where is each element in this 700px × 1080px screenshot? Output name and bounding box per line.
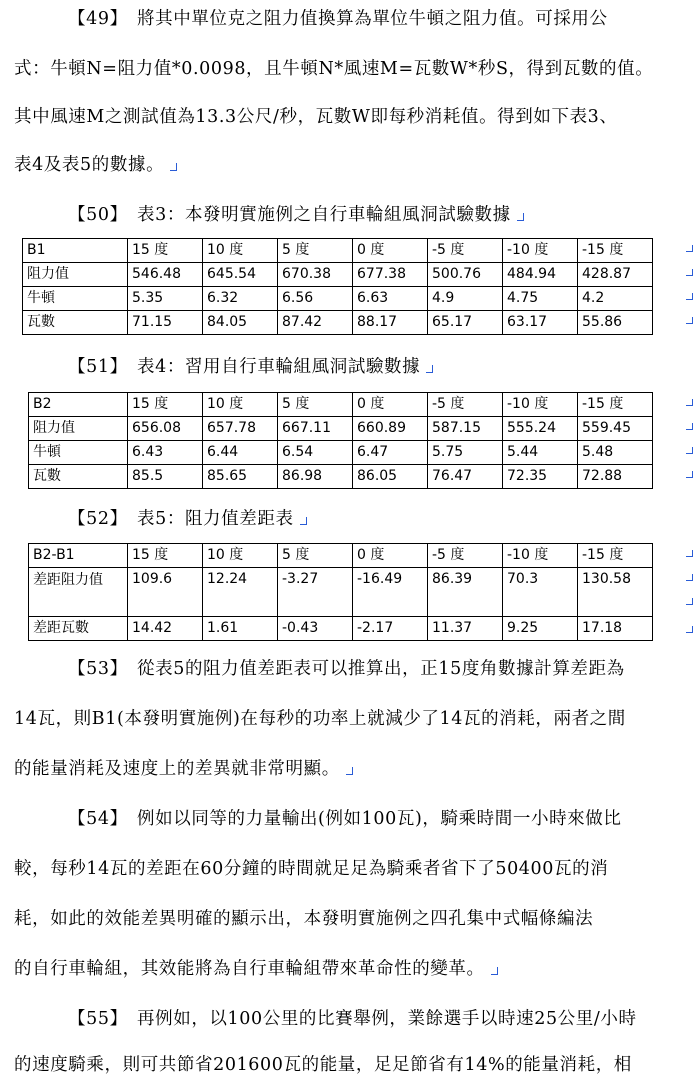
table-row [29, 617, 653, 641]
table-cell: 4.2 [578, 287, 653, 311]
row-mark-icon [686, 293, 693, 300]
p49-line-1: 【49】 將其中單位克之阻力值換算為單位牛頓之阻力值。可採用公 [68, 9, 608, 29]
table-cell: 86.05 [353, 465, 428, 489]
p54-line-1: 【54】 例如以同等的力量輸出(例如100瓦)，騎乘時間一小時來做比 [68, 809, 622, 829]
table-cell: 牛頓 [29, 441, 128, 465]
row-mark-icon [686, 574, 693, 581]
table-row [29, 393, 653, 417]
table-cell: 484.94 [503, 263, 578, 287]
table-cell: 109.6 [128, 568, 203, 617]
table-cell: 55.86 [578, 311, 653, 335]
p49-line-4-text: 表4及表5的數據。 [14, 155, 165, 175]
table3-caption [68, 203, 524, 227]
table-cell: 5 度 [278, 239, 353, 263]
table-cell: 6.54 [278, 441, 353, 465]
table-cell: 阻力值 [29, 417, 128, 441]
table-cell: -15 度 [578, 239, 653, 263]
p54-line-3: 耗，如此的效能差異明確的顯示出，本發明實施例之四孔集中式幅條編法 [14, 909, 594, 929]
table-cell: 85.65 [203, 465, 278, 489]
table-cell: -5 度 [428, 393, 503, 417]
table-cell: -16.49 [353, 568, 428, 617]
table-cell: 86.98 [278, 465, 353, 489]
table-cell: 10 度 [203, 239, 278, 263]
table-cell: B2 [29, 393, 128, 417]
paragraph-mark-icon [491, 967, 498, 975]
table-row [29, 417, 653, 441]
table4-caption-text: 【51】 表4：習用自行車輪組風洞試驗數據 [68, 357, 421, 377]
table-cell: 6.47 [353, 441, 428, 465]
p53-line-3 [14, 757, 700, 781]
table-row [29, 441, 653, 465]
table-cell: 65.17 [428, 311, 503, 335]
table-cell: -15 度 [578, 544, 653, 568]
table-cell: 645.54 [203, 263, 278, 287]
row-mark-icon [686, 423, 693, 430]
table-cell: 4.75 [503, 287, 578, 311]
table-cell: 677.38 [353, 263, 428, 287]
row-mark-icon [686, 317, 693, 324]
paragraph-mark-icon [517, 213, 524, 221]
table-row [23, 287, 653, 311]
table-row [23, 239, 653, 263]
table-cell: -5 度 [428, 544, 503, 568]
p54-line-4 [14, 957, 700, 981]
table-cell: 70.3 [503, 568, 578, 617]
p55-line-1: 【55】 再例如，以100公里的比賽舉例，業餘選手以時速25公里/小時 [68, 1009, 637, 1029]
table-cell: 15 度 [128, 393, 203, 417]
table-cell: 10 度 [203, 393, 278, 417]
table-4 [28, 392, 653, 489]
table-cell: 86.39 [428, 568, 503, 617]
table-cell: 差距瓦數 [29, 617, 128, 641]
table-cell: B1 [23, 239, 128, 263]
table-cell: 0 度 [353, 393, 428, 417]
row-mark-icon [686, 447, 693, 454]
table-cell: 546.48 [128, 263, 203, 287]
table-cell: 6.63 [353, 287, 428, 311]
table-cell: 72.88 [578, 465, 653, 489]
table-row [29, 568, 653, 617]
table-5 [28, 543, 653, 641]
table-row [29, 544, 653, 568]
p54-line-2: 較，每秒14瓦的差距在60分鐘的時間就足足為騎乘者省下了50400瓦的消 [14, 859, 609, 879]
table-cell: 15 度 [128, 239, 203, 263]
table-cell: 559.45 [578, 417, 653, 441]
table-cell: 660.89 [353, 417, 428, 441]
paragraph-mark-icon [300, 517, 307, 525]
table-cell: 6.56 [278, 287, 353, 311]
table-cell: 17.18 [578, 617, 653, 641]
table-cell: 14.42 [128, 617, 203, 641]
table-cell: 11.37 [428, 617, 503, 641]
table-cell: -10 度 [503, 544, 578, 568]
table4-caption [68, 355, 433, 379]
table-cell: 瓦數 [23, 311, 128, 335]
table-cell: 瓦數 [29, 465, 128, 489]
table-cell: 阻力值 [23, 263, 128, 287]
table-cell: 1.61 [203, 617, 278, 641]
table-cell: 6.32 [203, 287, 278, 311]
table-cell: 84.05 [203, 311, 278, 335]
table-cell: -2.17 [353, 617, 428, 641]
p49-line-3: 其中風速M之測試值為13.3公尺/秒，瓦數W即每秒消耗值。得到如下表3、 [14, 107, 618, 127]
table-cell: 6.44 [203, 441, 278, 465]
table-row [23, 263, 653, 287]
table-cell: 5.48 [578, 441, 653, 465]
table-cell: 667.11 [278, 417, 353, 441]
table5-caption-text: 【52】 表5：阻力值差距表 [68, 509, 294, 529]
table-cell: 87.42 [278, 311, 353, 335]
table-row [29, 465, 653, 489]
row-mark-icon [686, 550, 693, 557]
table5-caption [68, 507, 307, 531]
p55-line-2: 的速度騎乘，則可共節省201600瓦的能量，足足節省有14%的能量消耗，相 [14, 1055, 632, 1075]
table-cell: 5.44 [503, 441, 578, 465]
table-cell: 5.75 [428, 441, 503, 465]
p54-line-4-text: 的自行車輪組，其效能將為自行車輪組帶來革命性的變革。 [14, 959, 485, 979]
table-cell: 10 度 [203, 544, 278, 568]
table-cell: 0 度 [353, 544, 428, 568]
row-mark-icon [686, 471, 693, 478]
table-row [23, 311, 653, 335]
table-cell: 71.15 [128, 311, 203, 335]
table-cell: -0.43 [278, 617, 353, 641]
table-3 [22, 238, 653, 335]
table-cell: 15 度 [128, 544, 203, 568]
table-cell: 差距阻力值 [29, 568, 128, 617]
table-cell: 88.17 [353, 311, 428, 335]
paragraph-mark-icon [346, 767, 353, 775]
table-cell: 5 度 [278, 544, 353, 568]
table-cell: 5 度 [278, 393, 353, 417]
table-cell: 85.5 [128, 465, 203, 489]
table-cell: 72.35 [503, 465, 578, 489]
table-cell: -5 度 [428, 239, 503, 263]
row-mark-icon [686, 598, 693, 605]
table-cell: 656.08 [128, 417, 203, 441]
table-cell: 130.58 [578, 568, 653, 617]
table-cell: 63.17 [503, 311, 578, 335]
table-cell: 500.76 [428, 263, 503, 287]
table-cell: 428.87 [578, 263, 653, 287]
table-cell: 555.24 [503, 417, 578, 441]
table-cell: 0 度 [353, 239, 428, 263]
table-cell: -3.27 [278, 568, 353, 617]
table-cell: -15 度 [578, 393, 653, 417]
table-cell: B2-B1 [29, 544, 128, 568]
table-cell: 12.24 [203, 568, 278, 617]
row-mark-icon [686, 245, 693, 252]
table-cell: 587.15 [428, 417, 503, 441]
table-cell: 670.38 [278, 263, 353, 287]
table-cell: 6.43 [128, 441, 203, 465]
p49-line-4 [14, 153, 700, 177]
table-cell: 9.25 [503, 617, 578, 641]
table-cell: -10 度 [503, 393, 578, 417]
p53-line-1: 【53】 從表5的阻力值差距表可以推算出，正15度角數據計算差距為 [68, 659, 625, 679]
row-mark-icon [686, 399, 693, 406]
table-cell: 4.9 [428, 287, 503, 311]
table-cell: 76.47 [428, 465, 503, 489]
p53-line-3-text: 的能量消耗及速度上的差異就非常明顯。 [14, 759, 340, 779]
table-cell: 5.35 [128, 287, 203, 311]
table3-caption-text: 【50】 表3：本發明實施例之自行車輪組風洞試驗數據 [68, 205, 511, 225]
row-mark-icon [686, 269, 693, 276]
row-mark-icon [686, 626, 693, 633]
table-cell: -10 度 [503, 239, 578, 263]
table-cell: 牛頓 [23, 287, 128, 311]
paragraph-mark-icon [170, 163, 177, 171]
p49-line-2: 式：牛頓N=阻力值*0.0098，且牛頓N*風速M=瓦數W*秒S，得到瓦數的值。 [14, 59, 654, 79]
paragraph-mark-icon [426, 365, 433, 373]
table-cell: 657.78 [203, 417, 278, 441]
p53-line-2: 14瓦，則B1(本發明實施例)在每秒的功率上就減少了14瓦的消耗，兩者之間 [14, 709, 626, 729]
